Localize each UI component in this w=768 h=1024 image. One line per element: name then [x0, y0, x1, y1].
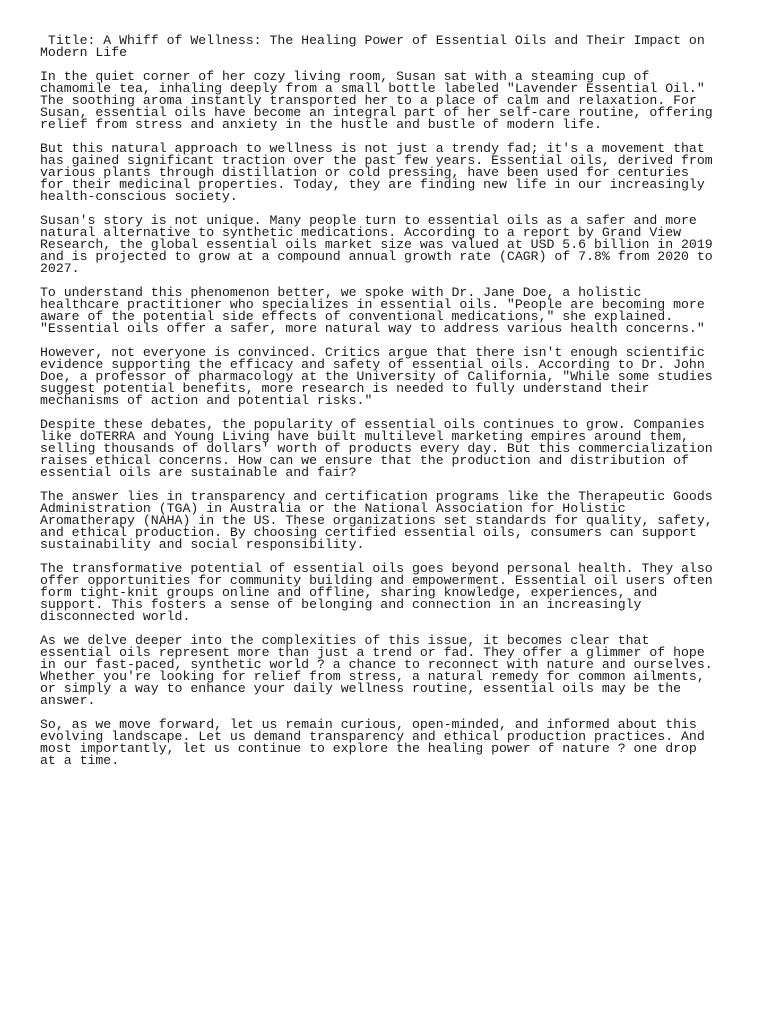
paragraph: [40, 215, 740, 275]
paragraph: [40, 563, 740, 623]
text-line: 2027.: [40, 261, 80, 276]
text-line: "Essential oils offer a safer, more natural way to address various health concerns.": [40, 321, 705, 336]
text-line: essential oils represent more than just a trend or fad. They offer a glimmer of hope: [40, 645, 705, 660]
text-line: The answer lies in transparency and certification programs like the Therapeutic Goods: [40, 489, 713, 504]
text-line: answer.: [40, 693, 96, 708]
text-line: mechanisms of action and potential risks.": [40, 393, 373, 408]
text-line: As we delve deeper into the complexities of this issue, it becomes clear that: [40, 633, 650, 648]
text-line: raises ethical concerns. How can we ensure that the production and distribution of: [40, 453, 689, 468]
paragraph: [40, 287, 740, 335]
paragraph: [40, 719, 740, 767]
document-body: [40, 35, 740, 779]
text-line: for their medicinal properties. Today, they are finding new life in our increasingly: [40, 177, 705, 192]
text-line: The transformative potential of essential oils goes beyond personal health. They also: [40, 561, 713, 576]
text-line: relief from stress and anxiety in the hustle and bustle of modern life.: [40, 117, 602, 132]
paragraph: [40, 635, 740, 707]
text-line: has gained significant traction over the past few years. Essential oils, derived from: [40, 153, 713, 168]
text-line: at a time.: [40, 753, 120, 768]
text-line: Despite these debates, the popularity of essential oils continues to grow. Companies: [40, 417, 705, 432]
text-line: Title: A Whiff of Wellness: The Healing Power of Essential Oils and Their Impact on: [40, 33, 705, 48]
text-line: form tight-knit groups online and offline, sharing knowledge, experiences, and: [40, 585, 658, 600]
text-line: suggest potential benefits, more research is needed to fully understand their: [40, 381, 650, 396]
text-line: in our fast-paced, synthetic world ? a chance to reconnect with nature and ourselves.: [40, 657, 713, 672]
text-line: So, as we move forward, let us remain curious, open-minded, and informed about this: [40, 717, 697, 732]
text-line: Susan's story is not unique. Many people turn to essential oils as a safer and more: [40, 213, 697, 228]
paragraph: [40, 419, 740, 479]
text-line: chamomile tea, inhaling deeply from a small bottle labeled "Lavender Essential Oil.": [40, 81, 705, 96]
text-line: most importantly, let us continue to explore the healing power of nature ? one drop: [40, 741, 697, 756]
text-line: aware of the potential side effects of conventional medications," she explained.: [40, 309, 674, 324]
text-line: disconnected world.: [40, 609, 191, 624]
text-line: support. This fosters a sense of belonging and connection in an increasingly: [40, 597, 642, 612]
text-line: selling thousands of dollars' worth of products every day. But this commercialization: [40, 441, 713, 456]
paragraph: [40, 491, 740, 551]
text-line: or simply a way to enhance your daily wellness routine, essential oils may be the: [40, 681, 682, 696]
text-line: Whether you're looking for relief from stress, a natural remedy for common ailments,: [40, 669, 705, 684]
text-line: and is projected to grow at a compound annual growth rate (CAGR) of 7.8% from 2020 to: [40, 249, 713, 264]
text-line: Research, the global essential oils market size was valued at USD 5.6 billion in 2019: [40, 237, 713, 252]
text-line: and ethical production. By choosing certified essential oils, consumers can support: [40, 525, 697, 540]
text-line: Susan, essential oils have become an integral part of her self-care routine, offering: [40, 105, 713, 120]
text-line: offer opportunities for community building and empowerment. Essential oil users often: [40, 573, 713, 588]
paragraph: [40, 71, 740, 131]
text-line: But this natural approach to wellness is not just a trendy fad; it's a movement that: [40, 141, 705, 156]
text-line: The soothing aroma instantly transported her to a place of calm and relaxation. For: [40, 93, 697, 108]
text-line: To understand this phenomenon better, we spoke with Dr. Jane Doe, a holistic: [40, 285, 642, 300]
text-line: However, not everyone is convinced. Critics argue that there isn't enough scientific: [40, 345, 705, 360]
paragraph: [40, 347, 740, 407]
text-line: health-conscious society.: [40, 189, 238, 204]
text-line: healthcare practitioner who specializes in essential oils. "People are becoming more: [40, 297, 705, 312]
text-line: evidence supporting the efficacy and safety of essential oils. According to Dr. John: [40, 357, 705, 372]
text-line: Aromatherapy (NAHA) in the US. These organizations set standards for quality, safety,: [40, 513, 713, 528]
text-line: Modern Life: [40, 45, 128, 60]
text-line: sustainability and social responsibility.: [40, 537, 365, 552]
text-line: natural alternative to synthetic medications. According to a report by Grand View: [40, 225, 682, 240]
text-line: essential oils are sustainable and fair?: [40, 465, 357, 480]
text-line: In the quiet corner of her cozy living room, Susan sat with a steaming cup of: [40, 69, 650, 84]
paragraph: [40, 143, 740, 203]
text-line: various plants through distillation or cold pressing, have been used for centuries: [40, 165, 689, 180]
title-paragraph: [40, 35, 740, 59]
text-line: Doe, a professor of pharmacology at the University of California, "While some studies: [40, 369, 713, 384]
text-line: like doTERRA and Young Living have built multilevel marketing empires around them,: [40, 429, 689, 444]
text-line: evolving landscape. Let us demand transparency and ethical production practices. And: [40, 729, 705, 744]
text-line: Administration (TGA) in Australia or the National Association for Holistic: [40, 501, 626, 516]
